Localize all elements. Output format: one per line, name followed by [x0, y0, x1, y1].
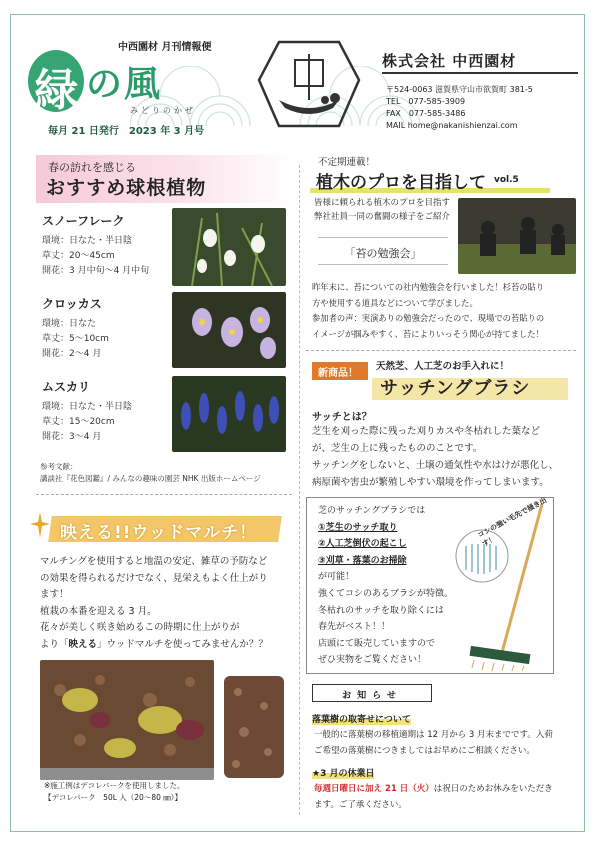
- new-product-badge: 新商品！: [312, 362, 368, 380]
- thatch-explanation: [312, 423, 578, 491]
- sparkle-icon: [30, 510, 50, 540]
- brush-title: サッチングブラシ: [380, 378, 531, 399]
- brush-title-block: [372, 372, 572, 402]
- thatch-line: サッチングをしないと、土壌の通気性や水はけが悪化し、: [312, 460, 559, 471]
- muscari-photo: [172, 376, 286, 452]
- pro-intro-line: 皆様に頼られる植木のプロを目指す: [314, 198, 451, 208]
- tel-line: TEL 077-585-3909: [386, 97, 466, 106]
- notice-holiday-line: [314, 781, 578, 797]
- plant-name: スノーフレーク: [42, 214, 125, 228]
- pro-body-line: イメージが掴みやすく、苔によりいっそう関心が持てました！: [312, 328, 544, 339]
- mulch-body: [40, 554, 292, 653]
- moss-study-photo: [458, 198, 576, 274]
- brush-tail-line: 強くてコシのあるブラシが特徴。: [318, 588, 454, 599]
- fax-line: FAX 077-585-3486: [386, 109, 466, 118]
- caption-product: 【デコレバーク 50L 入（20～80 ㎜）】: [44, 793, 183, 802]
- brush-tail-line: が可能！: [318, 572, 355, 583]
- bulbs-title: おすすめ球根植物: [46, 177, 207, 199]
- logo-text: の風: [86, 63, 163, 105]
- plant-name: クロッカス: [42, 297, 102, 311]
- notice-title-deciduous: 落葉樹の取寄せについて: [312, 712, 411, 725]
- plant-bloom: 開花：3 月中旬～4 月中旬: [42, 266, 150, 276]
- pro-vol: vol.5: [494, 175, 519, 185]
- bulbs-subtitle: 春の訪れを感じる: [48, 161, 136, 174]
- notice-body-deciduous: [314, 727, 578, 759]
- plant-snowflake: [42, 212, 170, 279]
- snowflake-photo: [172, 208, 286, 286]
- notice-header: お知らせ: [312, 684, 432, 702]
- publication-name: 中西園材 月刊情報便: [118, 42, 212, 53]
- pro-intro: [314, 196, 450, 224]
- mulch-last-bold: 映える: [68, 638, 98, 650]
- mulch-line: マルチングを使用すると地温の安定、雑草の予防など: [40, 556, 268, 567]
- thatch-line: が、芝生の上に残ったもののことです。: [312, 443, 483, 454]
- mulch-line: 植栽の本番を迎える 3 月。: [40, 605, 157, 617]
- mulch-title-banner: [30, 510, 290, 546]
- section-divider: [36, 494, 292, 495]
- thatch-line: 病原菌や害虫が繁殖しやすい環境を作ってしまいます。: [312, 477, 549, 488]
- mulch-line: 花々が美しく咲き始めるこの時期に仕上がりが: [40, 622, 240, 633]
- holiday-dates: 毎週日曜日に加え 21 日（火）: [314, 784, 434, 794]
- plant-height: 草丈：20～45cm: [42, 251, 115, 261]
- mulch-bag-photo: [218, 672, 290, 782]
- brush-tail-line: 店頭にて販売していますので: [318, 638, 436, 649]
- brush-feature-item: ③刈草・落葉のお掃除: [318, 555, 407, 566]
- plant-bloom: 開花：3～4 月: [42, 432, 102, 442]
- brush-tail-line: ぜひ実物をご覧ください！: [318, 655, 427, 666]
- plant-env: 環境：日なた・半日陰: [42, 402, 133, 412]
- bulbs-title-banner: [36, 155, 292, 203]
- thatch-line: 芝生を刈った際に残った刈りカスや冬枯れした葉など: [312, 426, 541, 437]
- brush-callout: コシの強い毛先で掻き出す！: [476, 496, 549, 549]
- brush-subtitle: 天然芝、人工芝のお手入れに！: [376, 361, 510, 372]
- plant-bloom: 開花：2～4 月: [42, 349, 102, 359]
- mulch-last-post: 」ウッドマルチを使ってみませんか？？: [97, 638, 268, 650]
- address-line: 〒524-0063 滋賀県守山市欲賀町 381-5: [386, 85, 533, 94]
- mulch-line: の効果を得られるだけでなく、見栄えもよく仕上がり: [40, 572, 268, 584]
- pro-body-line: 方や使用する道具などについて学びました。: [312, 297, 478, 308]
- brush-feature-item: ①芝生のサッチ取り: [318, 522, 398, 533]
- brush-tail-line: 冬枯れのサッチを取り除くには: [318, 605, 444, 616]
- moss-study-label: 「苔の勉強会」: [318, 237, 448, 265]
- mulch-garden-photo: [40, 660, 214, 780]
- notice-line: ます。ご了承ください。: [314, 800, 407, 810]
- caption-note: ※施工例はデコレバークを使用しました。: [44, 781, 185, 790]
- issue-date: 毎月 21 日発行 2023 年 3 月号: [48, 126, 205, 137]
- references: [40, 461, 290, 485]
- plant-height: 草丈：15～20cm: [42, 417, 115, 427]
- notice-title-holidays: ★3 月の休業日: [312, 766, 374, 779]
- plant-env: 環境：日なた: [42, 319, 97, 329]
- column-divider: [299, 165, 300, 815]
- ref-label: 参考文献：: [40, 462, 78, 471]
- pro-body-line: 昨年末に、苔についての社内勉強会を行いました！杉苔の貼り: [312, 282, 545, 292]
- ref-text: 講談社『花色図鑑』/ みんなの趣味の園芸 NHK 出版ホームページ: [40, 474, 261, 483]
- mulch-last-pre: より「: [40, 638, 69, 650]
- mail-line[interactable]: MAIL home@nakanishienzai.com: [386, 121, 518, 130]
- mulch-caption: [44, 780, 184, 804]
- company-underline: [382, 72, 578, 74]
- brush-feature-item: ②人工芝倒伏の起こし: [318, 539, 407, 550]
- notice-body-holidays: [314, 781, 578, 813]
- pro-body-line: 参加者の声：実演ありの勉強会だったので、現場での苔貼りの: [312, 313, 545, 323]
- section-divider: [306, 350, 576, 351]
- holiday-rest: は祝日のためお休みをいただき: [433, 784, 553, 794]
- logo-character: 緑: [34, 65, 78, 116]
- mulch-line: ます！: [40, 589, 69, 600]
- logo-circle: [28, 50, 84, 116]
- brush-tail-line: 春先がベスト！！: [318, 622, 391, 633]
- pro-title: 植木のプロを目指して: [316, 173, 486, 193]
- brush-feature-list: [318, 503, 468, 669]
- plant-name: ムスカリ: [42, 380, 91, 394]
- logo-ruby: みどりのかぜ: [130, 106, 196, 115]
- mulch-line-last: [40, 637, 292, 654]
- serial-label: 不定期連載！: [318, 157, 376, 168]
- pro-title-block: [304, 168, 572, 193]
- notice-line: 一般的に落葉樹の移植適期は 12 月から 3 月末までです。入荷: [314, 730, 553, 740]
- pro-intro-line: 弊社社員一同の奮闘の様子をご紹介: [314, 212, 451, 222]
- pro-body: [312, 280, 576, 342]
- company-address: [386, 84, 533, 132]
- company-name: 株式会社 中西園材: [382, 52, 517, 70]
- plant-height: 草丈：5～10cm: [42, 334, 109, 344]
- ship-emblem-icon: [255, 40, 363, 130]
- plant-env: 環境：日なた・半日陰: [42, 236, 133, 246]
- notice-line: ご希望の落葉樹につきましてはお早めにご相談ください。: [314, 746, 535, 756]
- plant-muscari: [42, 378, 170, 445]
- crocus-photo: [172, 292, 286, 368]
- plant-crocus: [42, 295, 170, 362]
- brush-list-intro: 芝のサッチングブラシでは: [318, 506, 426, 516]
- thatch-question: サッチとは？: [312, 412, 372, 423]
- mulch-title: 映える!!ウッドマルチ！: [60, 523, 258, 543]
